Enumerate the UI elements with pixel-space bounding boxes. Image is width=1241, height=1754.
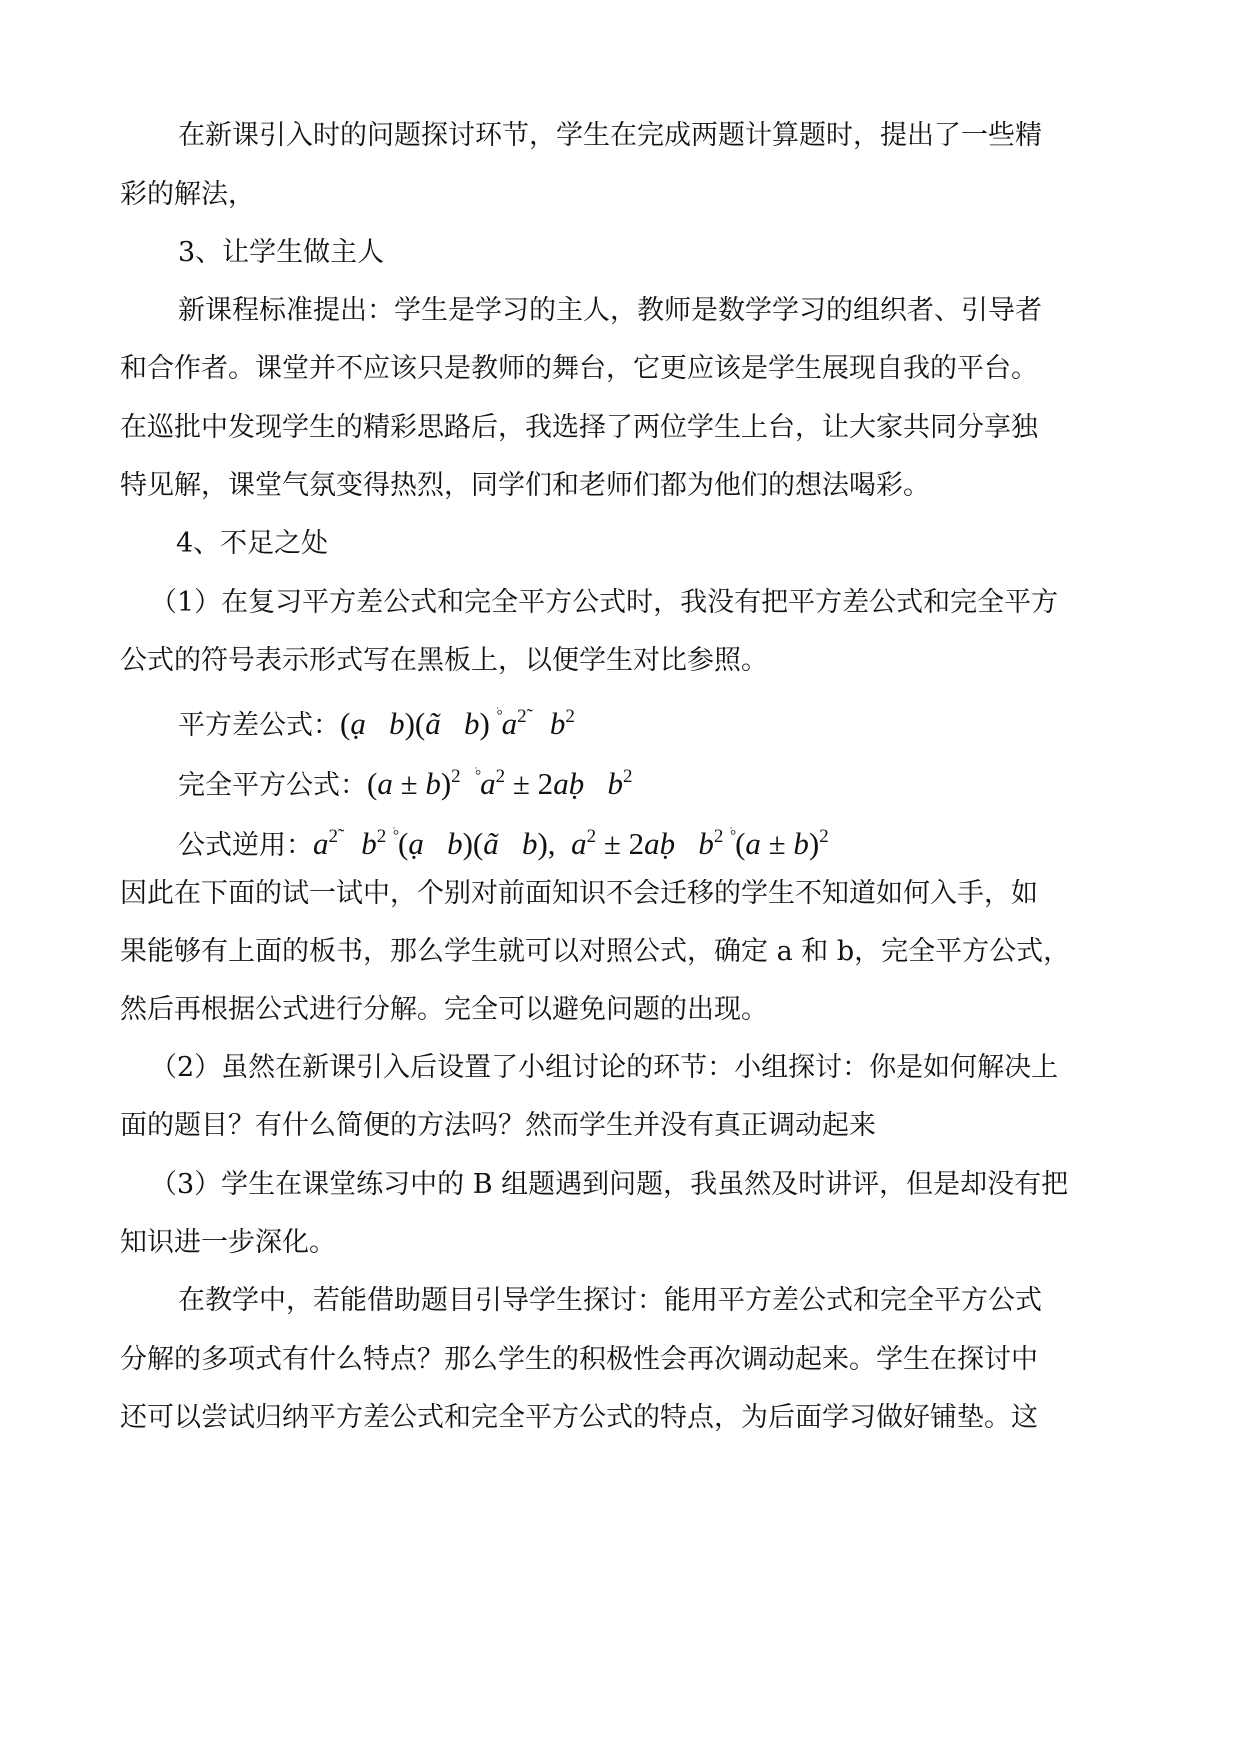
formula-label: 平方差公式： [178,710,340,741]
paragraph-line: 公式的符号表示形式写在黑板上，以便学生对比参照。 [120,645,768,676]
paragraph-line: 然后再根据公式进行分解。完全可以避免问题的出现。 [120,994,768,1025]
paragraph-line: 新课程标准提出：学生是学习的主人，教师是数学学习的组织者、引导者 [178,295,1042,326]
paragraph-line: 彩的解法， [120,179,255,210]
formula-perfect-square [178,756,1188,806]
paragraph-line: 和合作者。课堂并不应该只是教师的舞台，它更应该是学生展现自我的平台。 [120,353,1038,384]
paragraph-line: 面的题目？有什么简便的方法吗？然而学生并没有真正调动起来 [120,1110,876,1141]
formula-expression: $(a \pm b)^2$ $^{ׄ^\circ}a^2$ ± 2aḅ $b^2$ [367,766,633,801]
paragraph-line: 在巡批中发现学生的精彩思路后，我选择了两位学生上台，让大家共同分享独 [120,412,1038,443]
formula-difference-of-squares [178,696,1188,746]
section-heading: 3、让学生做主人 [178,237,385,268]
paragraph-line: 因此在下面的试一试中，个别对前面知识不会迁移的学生不知道如何入手，如 [120,878,1038,909]
section-heading: 4、不足之处 [176,528,329,559]
formula-reverse [178,816,1188,866]
paragraph-line: 特见解，课堂气氛变得热烈，同学们和老师们都为他们的想法喝彩。 [120,470,930,501]
paragraph-line: 还可以尝试归纳平方差公式和完全平方公式的特点，为后面学习做好铺垫。这 [120,1402,1038,1433]
paragraph-line: （1）在复习平方差公式和完全平方公式时，我没有把平方差公式和完全平方 [150,587,1059,618]
paragraph-line: （2）虽然在新课引入后设置了小组讨论的环节：小组探讨：你是如何解决上 [150,1052,1059,1083]
formula-expression: $a^{2̃}$ $b^2$ ׄ°(ạ b)(ã b), $a^2$ ± 2aḅ $b^2$ $^{ׄ^\circ}(a \pm b)^2$ [313,826,829,861]
paragraph-line: 果能够有上面的板书，那么学生就可以对照公式，确定 a 和 b，完全平方公式， [120,936,1071,967]
paragraph-line: 在教学中，若能借助题目引导学生探讨：能用平方差公式和完全平方公式 [178,1285,1042,1316]
paragraph-line: 知识进一步深化。 [120,1227,336,1258]
formula-label: 完全平方公式： [178,770,367,801]
paragraph-line: 在新课引入时的问题探讨环节，学生在完成两题计算题时，提出了一些精 [178,120,1042,151]
formula-label: 公式逆用： [178,830,313,861]
formula-expression: (ạ b)(ã b) $^{ׄ^\circ}a^{2̃}$ $b^2$ [340,706,575,741]
paragraph-line: （3）学生在课堂练习中的 B 组题遇到问题，我虽然及时讲评，但是却没有把 [150,1169,1069,1200]
paragraph-line: 分解的多项式有什么特点？那么学生的积极性会再次调动起来。学生在探讨中 [120,1344,1038,1375]
